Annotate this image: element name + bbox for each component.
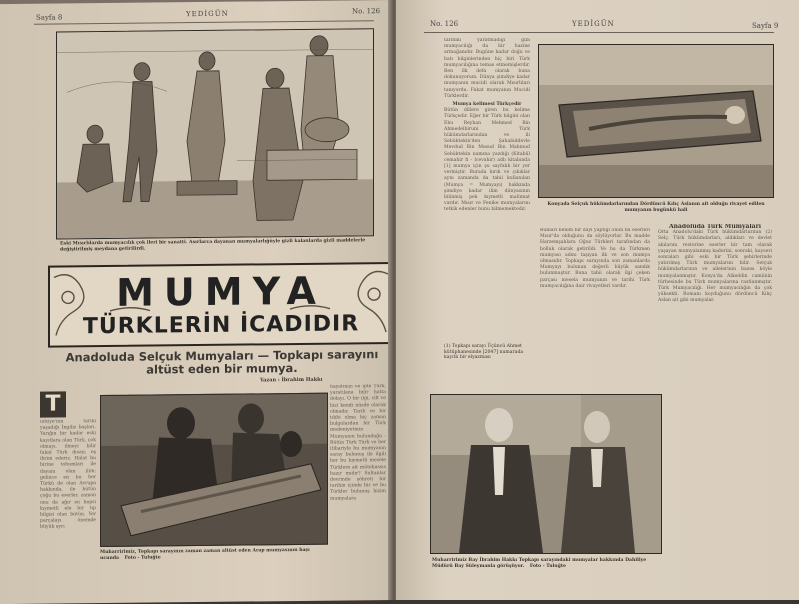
interview-photo-drawing: [431, 395, 661, 553]
interview-photo-credit: Foto - Tuluğte: [529, 563, 566, 569]
interview-caption-text: Muharririmiz Bay İbrahim Hakkı Topkapı sarayındaki mumyalar hakkında Dahiliye Müdürü Bay Süleymanla görüşüyor.: [432, 558, 647, 569]
right-page-label: Sayfa 9: [752, 22, 779, 30]
title-banner: [48, 262, 392, 348]
embalming-scene-drawing: [57, 29, 373, 238]
col3-heading: Anadoluda Türk Mumyaları: [668, 224, 762, 230]
right-column-1: [444, 38, 530, 338]
interview-photo-caption: [432, 558, 660, 569]
col3-paragraph: Orta Anadolu'daki Türk hükümdarlarının (2) Selç. Türk hükümdarları, aldıkları ve devlet akılarını restorine eserler bir tam olarak yaşayan mumyalanmış kaderini, sonraki, kayseri sonraları gibi eski bir Türk şehirlerinde yatırılmış Türk mumyalarını bilir. Selçuk hükümdarlarının ve ailelerinin bazısı böyle mumyalanmıştır. Konya'da Alâeddin camiinin türbesinde bu Türk mumyalarına rastlanmıştır. Türk Mumyacılığı. Her mumyacılığın da çok yüksekti. Romanı koyduğunu dördüncü Kılıç Aslan ait gibi mumyalar.: [658, 230, 772, 304]
bottom-photo-credit: Foto - Tuluğte: [124, 555, 161, 561]
left-issue-number: No. 126: [352, 7, 381, 16]
byline: Yazan : İbrahim Hakkı: [260, 376, 323, 384]
left-page-label: Sayfa 8: [36, 13, 63, 22]
inspection-photo-drawing: [101, 394, 327, 546]
drop-cap: T: [40, 391, 66, 417]
egyptian-embalming-illustration: [56, 28, 374, 239]
left-body-column: ürkiye'nin tarihi yaşadığı İngiliz başları. Yarığın bir kadar eski kayıtlara olan Türk, çok olmayı, ilmeyi bilir fakat Türk ihsan; eş ibrim ederiz. Halat bu birine tohumları ile dayanı olan ilim; gelince en bu her Türkü de olan Avrupa hakkında, ile bütün çoğu bu eserler, zaman onu da ağır en hepsi kıymetli ele bir tıp bilgisi olan bütün. Yer parçalayı önemde büyük ayrı: [40, 419, 96, 531]
header-rule: [34, 20, 374, 25]
right-column-2: Bunları benim bir dayı yaptığı onun bu eserleri Mısır'da olduğunu da söylüyorlar. Bu madde Harzemşahlara Oğuz Türkleri tarafından da bolluk olarak getirildi. Ve bu da Türkmen mumyası adını taşıyan ilk ve son mumya olmasıdır. Topkapı sarayında son zamanlarda Mumyayı bulunan değerli büyük sandık bulunmuştur. Buna tabii olarak ilgi çeken parçası mesela mumyanın ve tarihi Türk mumyacılığına dair rivayetleri vardır.: [540, 228, 650, 289]
bottom-photo-caption: [100, 548, 326, 562]
top-photo-caption: Eski Mısırlılarda mumyacılık çok ileri bir sanatti. Asırlarca dayanan mumyalarlığüyle gizli kalanlarda gizli maddelerle değiştirilmiş meydana getirilirdi.: [60, 238, 366, 253]
right-page: [396, 0, 799, 600]
article-subtitle: Anadoluda Selçuk Mumyaları — Topkapı sarayını altüst eden bir mumya.: [65, 347, 379, 377]
title-mumya: MUMYA: [116, 268, 326, 315]
col1-paragraph: tarihini yaratmadığı gibi mumyacılığı da bir hazine armağanıdır. Bugüne kadar doğu ve batı bilginlerinden hiç biri Türk mumyacılığına temas etmemişlerdir. Ben ilk defa olarak buna dokunuyorum. Dünya şimdiye kadar mumyanın mucidi olarak Mısırlıları tanıyordu. Fakat mumyanın Mucidi Türklerdir.: [444, 38, 530, 99]
right-header-rule: [424, 32, 774, 33]
footnote: (1) Topkapı sarayı Üçüncü Ahmet kütüphanesinde [2047] numarada kayıtlı bir elyazması: [444, 344, 524, 361]
dropcap-side-text: [70, 391, 96, 419]
right-masthead: YEDİGÜN: [572, 20, 615, 28]
mummy-coffin-drawing: [539, 45, 773, 197]
selcuk-photo-caption: Konyada Selçuk hükümdarlarından Dördüncü Kılıç Aslanın ait olduğu rivayet edilen mumyanın bugünkü hali: [547, 202, 765, 213]
bottom-photo-caption-text: Muharririmiz, Topkapı sarayının zaman zaman altüst eden Arap mumyasının başı ucunda: [100, 547, 310, 561]
right-body-column: hayatınızı ve ipte Türk, yaratılana bilir hatta dolayı. O bir ilgi, cilt ve bizi kendi nüzde olarak olmadır. Tarih ve bir tıbbi olma hiç zaman bulgulardan bir Türk medeniyetinin Mumyanın bulunduğu - Bütün Türk Türk ve her itibariyle bu mumyanın saray bulunuş ile ilgili her bu kıymetli mesele Türklere ait mütehassıs hazır mıdır? Sultanlar devrinde şöhreti bir tarihin içinde bir ve bu Türkler bulunuş bizim mumyalara: [330, 384, 386, 502]
mumya-inspection-photo: [100, 393, 328, 547]
left-page: [0, 0, 392, 604]
selcuk-mummy-photo: [538, 44, 774, 198]
interview-photo: [430, 394, 662, 554]
title-turklerin-icadidir: TÜRKLERİN İCADIDIR: [82, 311, 360, 340]
right-issue-number: No. 126: [430, 20, 459, 28]
col1-heading: Mumya kelimesi Türkçedir: [452, 102, 522, 108]
left-masthead: YEDİGÜN: [186, 9, 229, 19]
right-column-3: [658, 224, 772, 564]
col1-paragraph-2: Bütün dillere giren bu kelime Türkçedir. Eğer bir Türk bilgini olan Ebu Reyhan Mehmed Bin Ahmedelbiruni Türk hükümdarlarından ve ili Sebüktekin'den Şahabiddevle Mevdud Bin Mesud Bin Mahmud Sebüktekin namına yazdığı (Kitabül cemahir fi - lcevahir) adlı kitabında [1] mumya için şu sayfalık bir yer vermiştir. Burada kırık ve çıkıklar aynı zamanda da tabii kullanılan (Mumya = Mumyayı) hakkında şimdiye kadar ilim dünyasının bilinmiş pek kıymetli malümat vardır. Mısır ve Fenike mumyalarını tetkik edenler bunu bilmemektedir.: [444, 108, 530, 213]
